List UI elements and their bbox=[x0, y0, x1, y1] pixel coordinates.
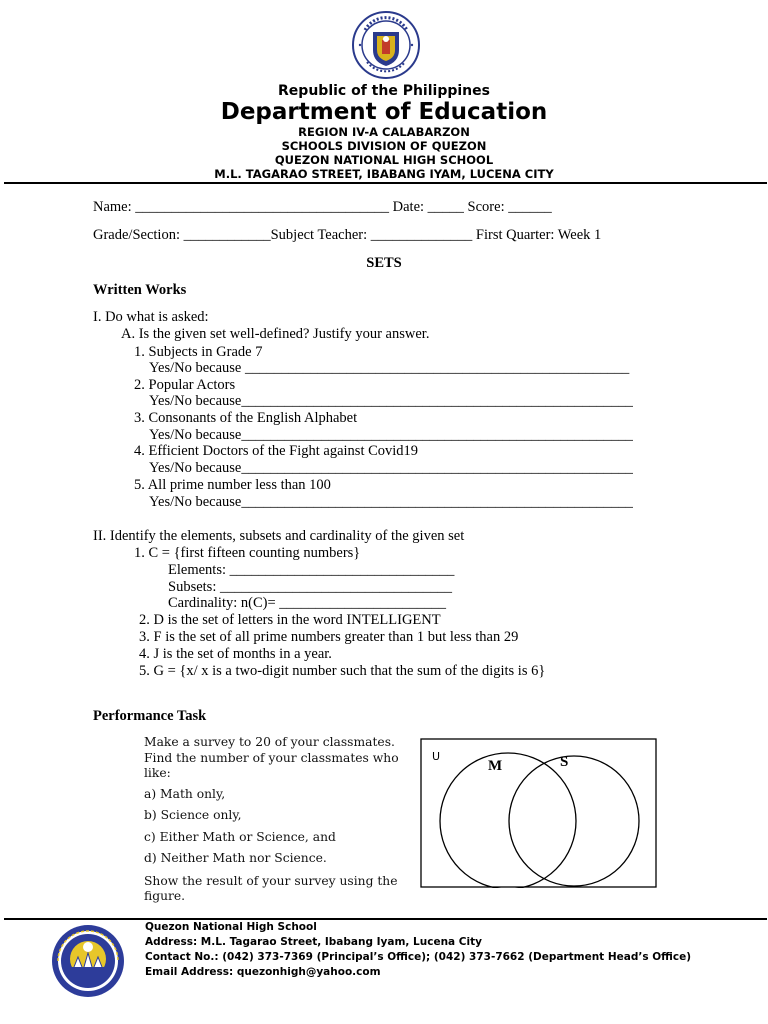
footer-contact: Contact No.: (042) 373-7369 (Principal’s Office); (042) 373-7662 (Department Head’s Office) bbox=[145, 951, 692, 963]
task-line: Make a survey to 20 of your classmates. bbox=[144, 735, 395, 749]
performance-task-heading: Performance Task bbox=[93, 708, 207, 724]
task-line: a) Math only, bbox=[144, 787, 226, 801]
item-question: 2. Popular Actors bbox=[134, 377, 236, 393]
part1-question: A. Is the given set well-defined? Justify your answer. bbox=[121, 326, 430, 342]
task-line: Show the result of your survey using the bbox=[144, 874, 398, 888]
sets-title: SETS bbox=[366, 255, 402, 271]
set-m-label: M bbox=[488, 758, 503, 774]
division-line: SCHOOLS DIVISION OF QUEZON bbox=[281, 139, 487, 153]
footer-divider bbox=[4, 918, 767, 920]
part2-item: 2. D is the set of letters in the word INTELLIGENT bbox=[139, 612, 441, 628]
region-line: REGION IV-A CALABARZON bbox=[298, 125, 470, 139]
part2-instruction: II. Identify the elements, subsets and cardinality of the given set bbox=[93, 528, 465, 544]
item-answer-line: Yes/No because______________________________________________________ bbox=[149, 494, 633, 510]
item-answer-line: Yes/No because______________________________________________________ bbox=[149, 427, 633, 443]
part2-item-1: 1. C = {first fifteen counting numbers} bbox=[134, 545, 361, 561]
republic-line: Republic of the Philippines bbox=[278, 83, 490, 99]
task-line: Find the number of your classmates who bbox=[144, 751, 399, 765]
name-date-score-line: Name: ___________________________________ Date: _____ Score: ______ bbox=[93, 199, 552, 215]
footer-email: Email Address: quezonhigh@yahoo.com bbox=[145, 966, 381, 978]
task-line: b) Science only, bbox=[144, 808, 242, 822]
item-question: 4. Efficient Doctors of the Fight against Covid19 bbox=[134, 443, 419, 459]
item-question: 5. All prime number less than 100 bbox=[134, 477, 331, 493]
elements-line: Elements: _______________________________ bbox=[168, 562, 455, 578]
school-seal-logo bbox=[50, 923, 126, 999]
part2-item: 3. F is the set of all prime numbers greater than 1 but less than 29 bbox=[139, 629, 519, 645]
item-answer-line: Yes/No because______________________________________________________ bbox=[149, 460, 633, 476]
part2-item: 5. G = {x/ x is a two-digit number such that the sum of the digits is 6} bbox=[139, 663, 546, 679]
grade-teacher-quarter-line: Grade/Section: ____________Subject Teacher: ______________ First Quarter: Week 1 bbox=[93, 227, 602, 243]
address-line: M.L. TAGARAO STREET, IBABANG IYAM, LUCENA CITY bbox=[214, 167, 554, 181]
cardinality-line: Cardinality: n(C)= _______________________ bbox=[168, 595, 447, 611]
item-question: 3. Consonants of the English Alphabet bbox=[134, 410, 358, 426]
deped-seal-logo bbox=[351, 10, 421, 80]
venn-diagram bbox=[420, 738, 657, 888]
header-divider bbox=[4, 182, 767, 184]
footer-school: Quezon National High School bbox=[145, 921, 317, 933]
item-question: 1. Subjects in Grade 7 bbox=[134, 344, 263, 360]
task-line: like: bbox=[144, 766, 171, 780]
school-line: QUEZON NATIONAL HIGH SCHOOL bbox=[274, 153, 494, 167]
subsets-line: Subsets: ________________________________ bbox=[168, 579, 452, 595]
task-line: figure. bbox=[144, 889, 186, 903]
item-answer-line: Yes/No because _____________________________________________________ bbox=[149, 360, 630, 376]
universe-label: U bbox=[432, 750, 441, 763]
department-title: Department of Education bbox=[220, 99, 548, 125]
item-answer-line: Yes/No because______________________________________________________ bbox=[149, 393, 633, 409]
task-line: d) Neither Math nor Science. bbox=[144, 851, 327, 865]
written-works-heading: Written Works bbox=[93, 282, 187, 298]
part2-item: 4. J is the set of months in a year. bbox=[139, 646, 332, 662]
task-line: c) Either Math or Science, and bbox=[144, 830, 336, 844]
footer-address: Address: M.L. Tagarao Street, Ibabang Iyam, Lucena City bbox=[145, 936, 482, 948]
part1-instruction: I. Do what is asked: bbox=[93, 309, 209, 325]
set-s-label: S bbox=[560, 754, 569, 770]
